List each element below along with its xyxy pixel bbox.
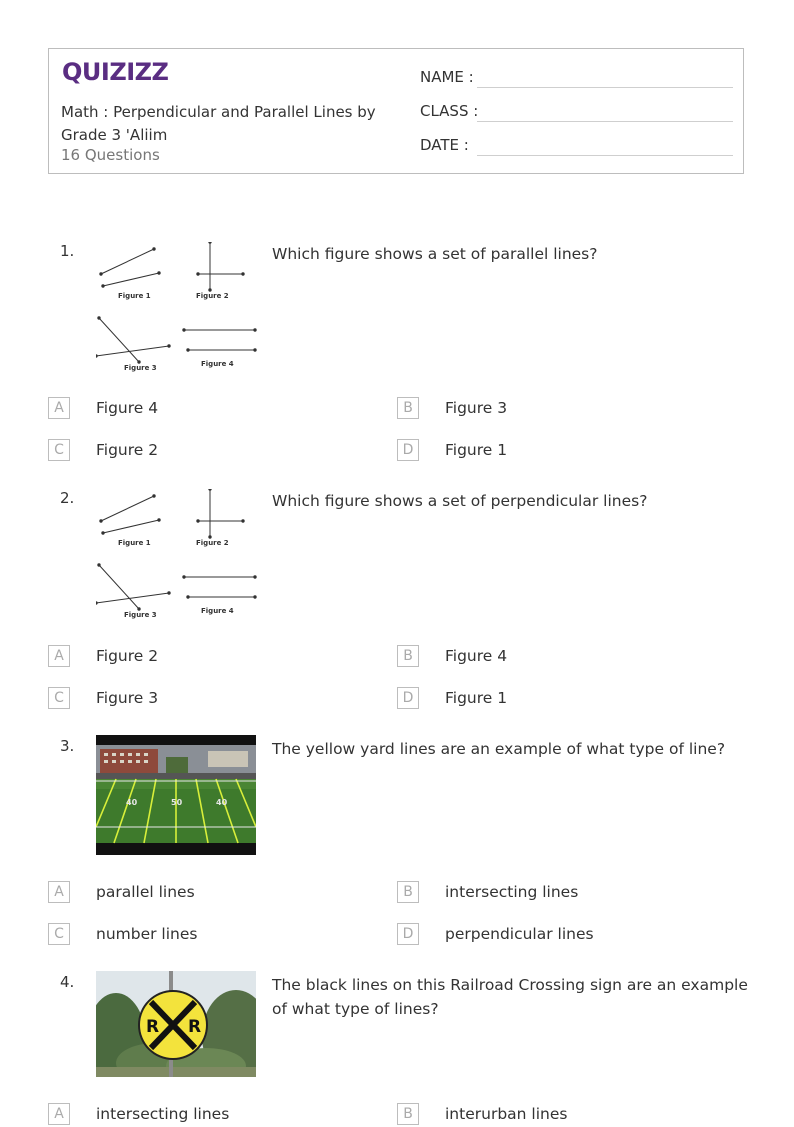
name-field[interactable] (420, 68, 474, 86)
option-text: Figure 2 (96, 647, 159, 665)
yard-number: 50 (171, 798, 183, 807)
date-label: DATE : (420, 136, 469, 154)
question-text: Which figure shows a set of perpendicular lines? (272, 492, 648, 510)
option-letter[interactable]: D (397, 687, 419, 709)
option-letter[interactable]: C (48, 439, 70, 461)
question-number: 2. (60, 489, 75, 507)
option-letter[interactable]: B (397, 1103, 419, 1125)
question-text: The yellow yard lines are an example of what type of line? (272, 740, 726, 758)
figure-3-label: Figure 3 (124, 364, 157, 372)
class-label: CLASS : (420, 102, 479, 120)
option-letter[interactable]: D (397, 923, 419, 945)
sign-letter: R (146, 1017, 160, 1037)
option-text: intersecting lines (445, 883, 579, 901)
date-field[interactable] (420, 136, 469, 154)
option-letter[interactable]: A (48, 645, 70, 667)
option-letter[interactable]: B (397, 645, 419, 667)
name-label: NAME : (420, 68, 474, 86)
option-text: Figure 4 (96, 399, 159, 417)
figure-1-label: Figure 1 (118, 292, 151, 300)
yard-number: 40 (126, 798, 138, 807)
option-letter[interactable]: A (48, 397, 70, 419)
question-number: 4. (60, 973, 75, 991)
figure-1-label: Figure 1 (118, 539, 151, 547)
option-text: Figure 2 (96, 441, 159, 459)
option-letter[interactable]: D (397, 439, 419, 461)
figure-4-label: Figure 4 (201, 360, 234, 368)
question-text: The black lines on this Railroad Crossing sign are an example of what type of lines? (272, 976, 748, 1018)
worksheet-title: Math : Perpendicular and Parallel Lines by Grade 3 'Aliim (61, 103, 376, 144)
sign-letter: R (188, 1017, 202, 1037)
option-text: interurban lines (445, 1105, 568, 1123)
railroad-crossing-photo (96, 971, 256, 1077)
option-text: Figure 3 (445, 399, 508, 417)
option-text: Figure 3 (96, 689, 159, 707)
quizizz-logo: QUIZIZZ (62, 58, 169, 86)
football-field-photo (96, 735, 256, 855)
figure-2-label: Figure 2 (196, 292, 229, 300)
class-field[interactable] (420, 102, 478, 120)
figure-3-label: Figure 3 (124, 611, 157, 619)
question-number: 1. (60, 242, 75, 260)
figures-diagram (96, 489, 260, 621)
option-text: parallel lines (96, 883, 195, 901)
option-letter[interactable]: B (397, 881, 419, 903)
date-line[interactable] (477, 155, 733, 156)
class-line[interactable] (477, 121, 733, 122)
question-count: 16 Questions (61, 146, 160, 164)
yard-number: 40 (216, 798, 228, 807)
option-text: intersecting lines (96, 1105, 230, 1123)
option-text: number lines (96, 925, 198, 943)
option-text: Figure 4 (445, 647, 508, 665)
question-number: 3. (60, 737, 75, 755)
option-letter[interactable]: C (48, 923, 70, 945)
option-letter[interactable]: A (48, 1103, 70, 1125)
figure-4-label: Figure 4 (201, 607, 234, 615)
figure-2-label: Figure 2 (196, 539, 229, 547)
option-letter[interactable]: A (48, 881, 70, 903)
option-letter[interactable]: C (48, 687, 70, 709)
question-text: Which figure shows a set of parallel lines? (272, 245, 598, 263)
option-text: perpendicular lines (445, 925, 594, 943)
option-letter[interactable]: B (397, 397, 419, 419)
figures-diagram (96, 242, 260, 374)
worksheet-header (48, 48, 744, 174)
option-text: Figure 1 (445, 441, 508, 459)
name-line[interactable] (477, 87, 733, 88)
option-text: Figure 1 (445, 689, 508, 707)
